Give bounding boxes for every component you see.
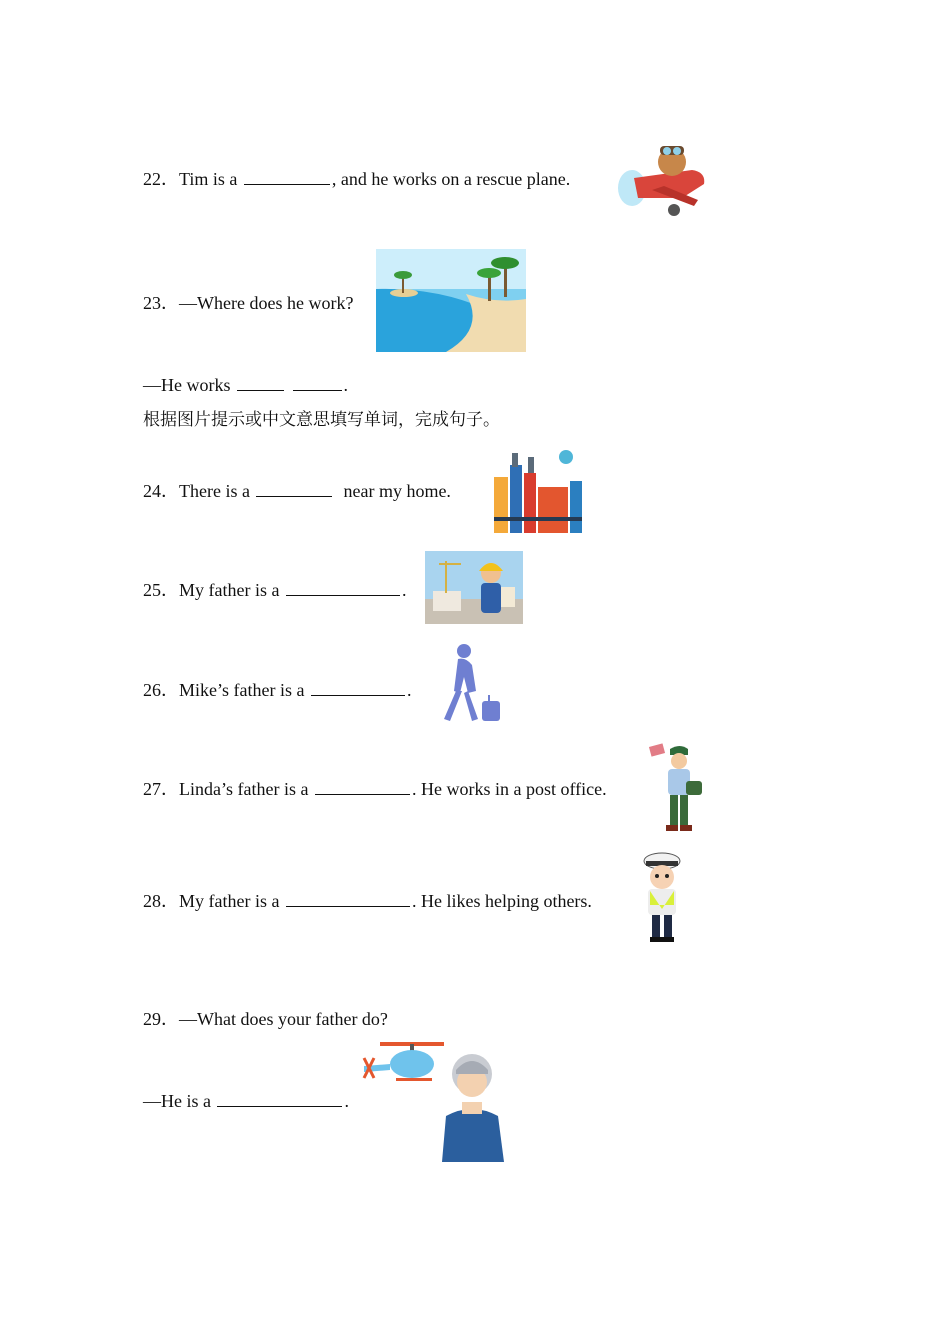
question-27	[143, 777, 607, 800]
question-number: 25．	[143, 580, 179, 600]
question-text: Tim is a	[179, 169, 242, 189]
rescue-pilot-plane-image	[612, 138, 712, 224]
question-text: near my home.	[338, 481, 451, 501]
question-number: 22．	[143, 169, 179, 189]
question-22	[143, 167, 570, 190]
question-29-answer	[143, 1089, 349, 1112]
question-text: My father is a	[179, 891, 284, 911]
question-29	[143, 1008, 388, 1030]
policeman-image	[632, 849, 692, 945]
question-text: My father is a	[179, 580, 284, 600]
question-25	[143, 578, 406, 601]
answer-blank[interactable]	[256, 479, 332, 497]
answer-text: —He is a	[143, 1091, 216, 1111]
question-text: .	[401, 580, 407, 600]
question-24	[143, 479, 451, 502]
answer-blank[interactable]	[217, 1089, 342, 1107]
question-number: 26．	[143, 680, 179, 700]
question-number: 24．	[143, 481, 179, 501]
question-text: . He likes helping others.	[411, 891, 592, 911]
question-text: —Where does he work?	[179, 293, 354, 313]
question-number: 27．	[143, 779, 179, 799]
question-text: Linda’s father is a	[179, 779, 313, 799]
question-number: 23．	[143, 293, 179, 313]
answer-blank[interactable]	[311, 678, 405, 696]
question-text: . He works in a post office.	[411, 779, 607, 799]
question-28	[143, 889, 592, 912]
question-number: 29．	[143, 1009, 179, 1029]
question-text: .	[406, 680, 412, 700]
question-23-answer	[143, 373, 348, 396]
helicopter-pilot-image	[362, 1040, 520, 1162]
answer-text: —He works	[143, 375, 235, 395]
businessman-walking-image	[440, 641, 508, 727]
answer-text: .	[343, 375, 348, 395]
question-text: —What does your father do?	[179, 1009, 388, 1029]
question-26	[143, 678, 411, 701]
factory-image	[490, 447, 585, 535]
question-text: Mike’s father is a	[179, 680, 309, 700]
answer-blank[interactable]	[286, 889, 410, 907]
answer-text: .	[344, 1091, 349, 1111]
answer-blank-2[interactable]	[293, 373, 342, 391]
answer-blank-1[interactable]	[237, 373, 284, 391]
question-text: There is a	[179, 481, 255, 501]
answer-blank[interactable]	[286, 578, 400, 596]
answer-blank[interactable]	[244, 167, 330, 185]
question-text: , and he works on a rescue plane.	[331, 169, 571, 189]
question-23	[143, 292, 353, 314]
answer-blank[interactable]	[315, 777, 410, 795]
postman-image	[646, 741, 712, 835]
question-number: 28．	[143, 891, 179, 911]
section-instruction: 根据图片提示或中文意思填写单词，完成句子。	[143, 410, 500, 430]
builder-image	[425, 551, 523, 624]
beach-image	[376, 249, 526, 352]
